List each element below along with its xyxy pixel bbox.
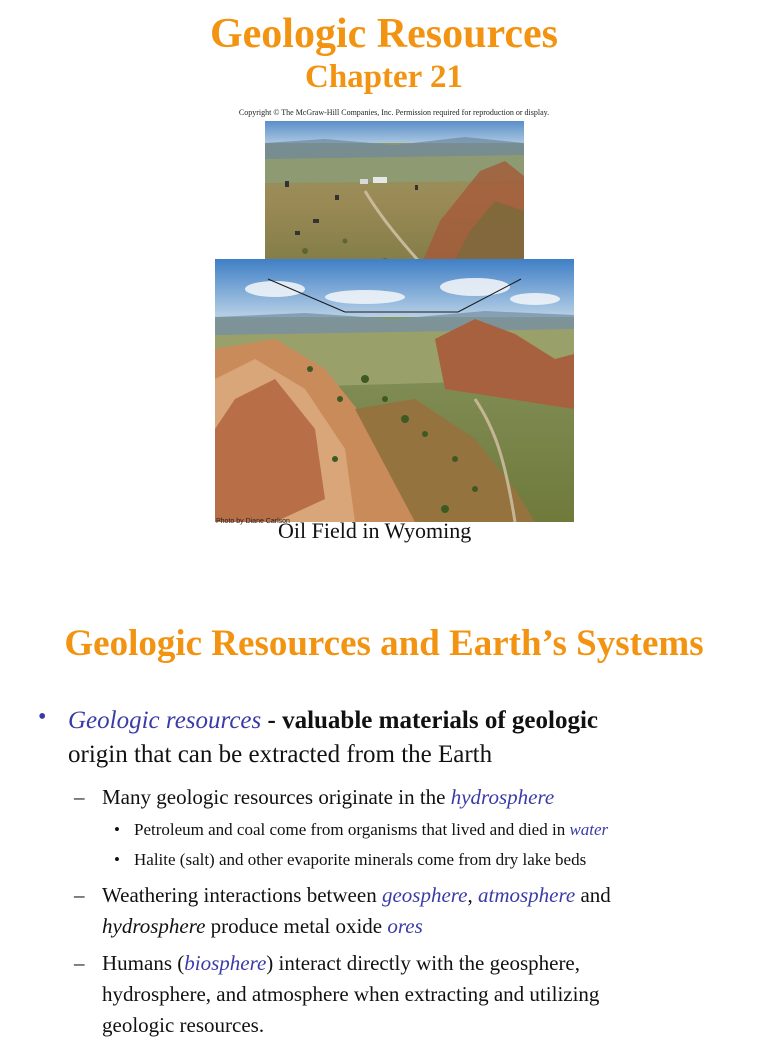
bullet-1-definition: - valuable materials of geologic [261,707,598,734]
term-geologic-resources: Geologic resources [68,707,262,734]
bullet-1-line-1 [68,704,598,738]
term-geosphere: geosphere [381,883,468,907]
sub-item-halite: Halite (salt) and other evaporite minerals come from dry lake beds [134,850,587,869]
sub-bullet-1 [102,782,554,812]
term-atmosphere: atmosphere [477,883,576,907]
bullet-dot: • [38,704,47,730]
copyright-notice: Copyright © The McGraw-Hill Companies, Inc. Permission required for reproduction or display. [238,108,550,117]
photo-caption: Oil Field in Wyoming [278,518,472,543]
sub-bullet-3-line-3: geologic resources. [102,1013,265,1037]
dot-marker: • [114,850,120,869]
bullet-marker [38,700,46,734]
sub-bullet-2-and: and [575,883,611,907]
slide-2 [0,600,768,1037]
sub-bullet-3-line-1 [102,948,580,978]
slide-2-title: Geologic Resources and Earth’s Systems [64,623,704,664]
term-biosphere: biosphere [184,951,267,975]
dot-marker: • [114,820,120,839]
sub-bullet-1-text: Many geologic resources originate in the [102,785,451,809]
slide-1-title: Geologic Resources [210,11,558,57]
term-ores: ores [387,914,423,938]
sub-bullet-2-line-1 [102,880,611,910]
sub-bullet-2-comma: , [467,883,478,907]
oil-field-inset-photo [265,121,524,279]
sub-bullet-3-text: Humans ( [102,951,185,975]
term-water: water [569,820,609,839]
dash-marker: – [74,951,85,975]
sub-item-petroleum-text: Petroleum and coal come from organisms that lived and died in [134,820,570,839]
sub-bullet-3-text-2: ) interact directly with the geosphere, [266,951,581,975]
slide-1-subtitle: Chapter 21 [305,59,463,95]
sub-item-petroleum [134,818,608,842]
sub-bullet-2-text-2: produce metal oxide [205,914,388,938]
term-hydrosphere-italic: hydrosphere [102,914,206,938]
dash-marker: – [74,785,85,809]
sub-bullet-2-line-2 [102,911,423,941]
dash-marker: – [74,883,85,907]
sub-bullet-2-text: Weathering interactions between [102,883,382,907]
sub-bullet-3-line-2: hydrosphere, and atmosphere when extracting and utilizing [102,982,600,1006]
bullet-1-line-2: origin that can be extracted from the Earth [68,741,493,768]
wyoming-landscape-photo [215,259,574,522]
term-hydrosphere: hydrosphere [450,785,555,809]
photo-credit: Photo by Diane Carlson [216,518,290,525]
